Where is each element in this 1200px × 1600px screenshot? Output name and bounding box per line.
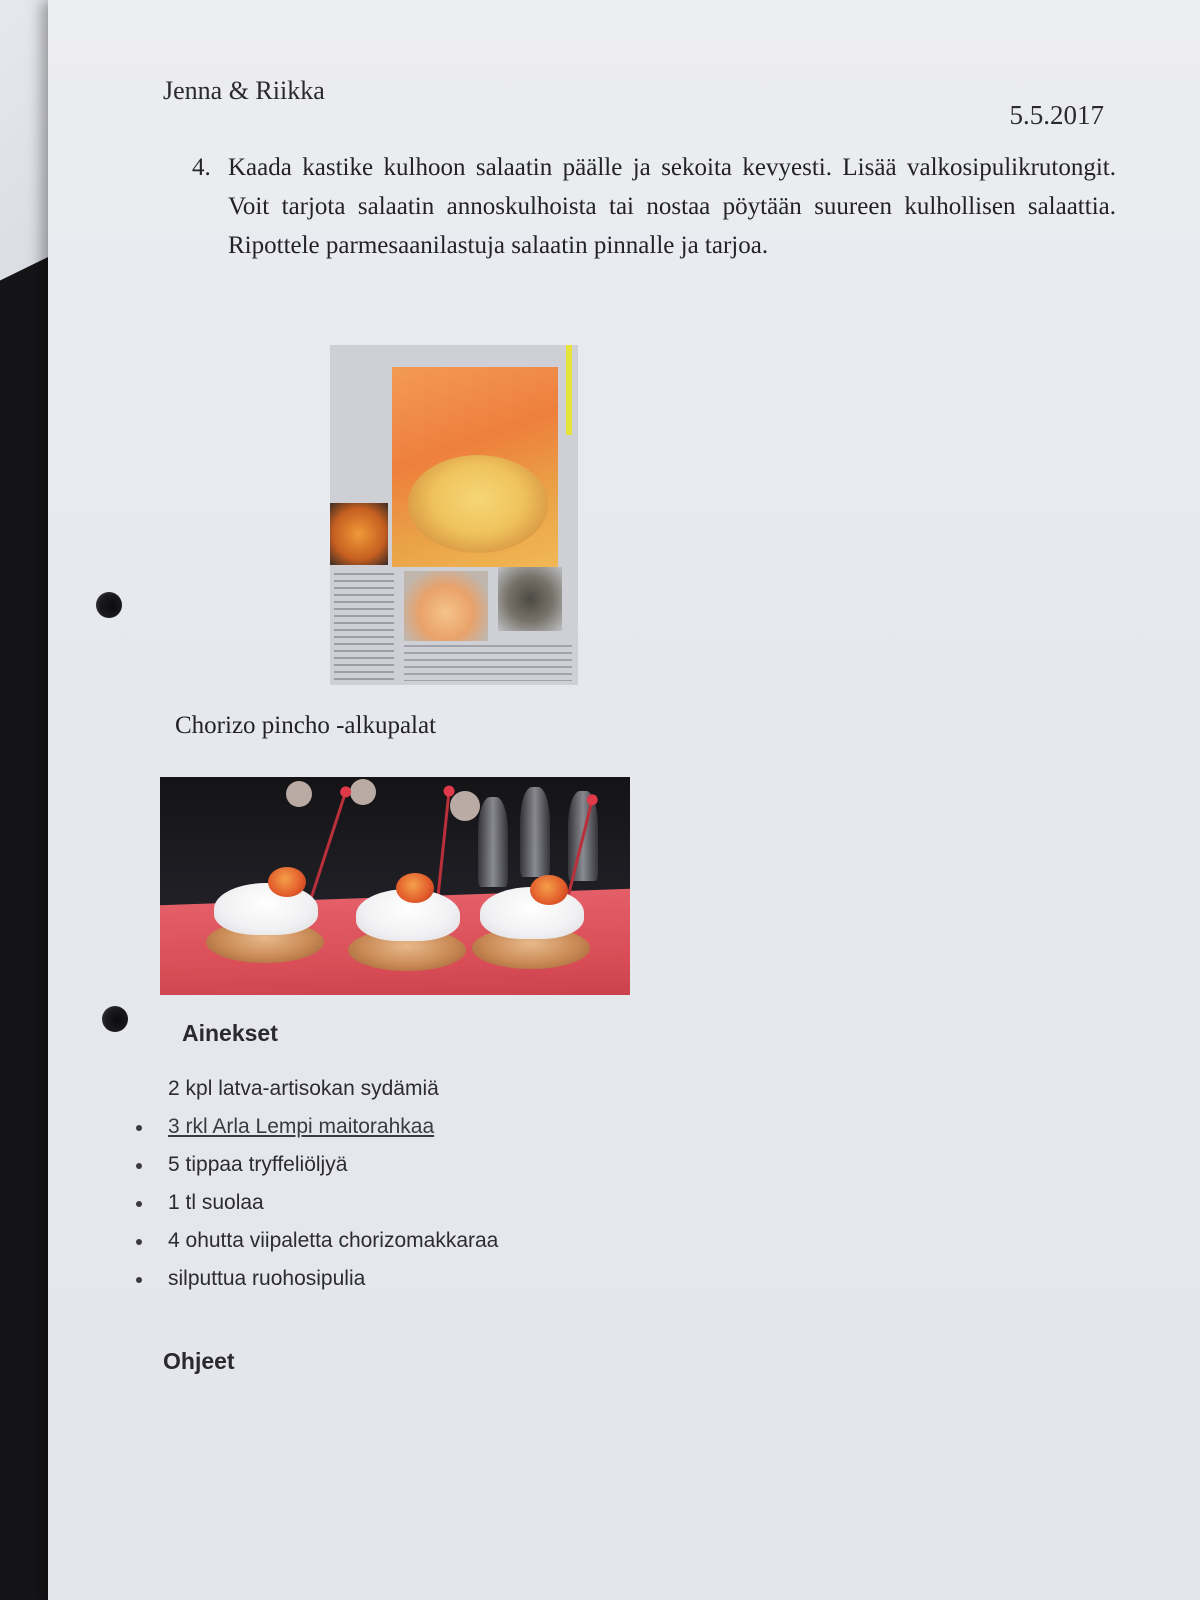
sticky-tab	[566, 345, 572, 435]
bullet-icon	[136, 1125, 142, 1131]
photo-text-column	[334, 573, 394, 681]
photo-bokeh	[450, 791, 480, 821]
ingredient-item	[132, 1222, 652, 1260]
ingredients-heading: Ainekset	[182, 1020, 278, 1046]
step-text: Kaada kastike kulhoon salaatin päälle ja sekoita kevyesti. Lisää valkosipulikrutongit. Voit tarjota salaatin annoskulhoista tai nostaa pöytään suureen kulhollisen salaattia. Ripottele parmesaanilastuja salaatin pinnalle ja tarjoa.	[228, 154, 1116, 259]
pincho-photo	[160, 777, 630, 995]
step-list	[192, 148, 1116, 265]
ingredient-item	[132, 1146, 652, 1184]
bullet-icon	[136, 1201, 142, 1207]
ingredient-text: silputtua ruohosipulia	[168, 1267, 366, 1290]
ingredient-item	[132, 1108, 652, 1146]
ingredient-text: 2 kpl latva-artisokan sydämiä	[168, 1077, 439, 1100]
photo-chorizo	[530, 875, 568, 905]
ingredient-text: 5 tippaa tryffeliöljyä	[168, 1153, 348, 1176]
photo-chorizo	[396, 873, 434, 903]
photo-chorizo	[268, 867, 306, 897]
photo-thumbnail	[404, 571, 488, 641]
photo-cocktail-pick	[310, 792, 347, 898]
recipe-title: Chorizo pincho -alkupalat	[175, 712, 437, 739]
photo-glass	[520, 787, 550, 877]
punch-hole-icon	[102, 1006, 128, 1032]
author-names: Jenna & Riikka	[163, 76, 325, 105]
instructions-heading: Ohjeet	[163, 1348, 235, 1374]
ingredient-link[interactable]: 3 rkl Arla Lempi maitorahkaa	[168, 1115, 435, 1138]
bullet-icon	[136, 1163, 142, 1169]
ingredient-list	[132, 1070, 652, 1298]
photo-cream-topping	[214, 883, 318, 935]
photo-side-bowl	[330, 503, 388, 565]
step-item	[192, 148, 1116, 265]
ingredient-text: 4 ohutta viipaletta chorizomakkaraa	[168, 1229, 499, 1252]
photo-text-block	[404, 645, 572, 681]
cookbook-salad-photo	[330, 345, 578, 685]
punch-hole-icon	[96, 592, 122, 618]
bullet-icon	[136, 1239, 142, 1245]
photo-salad-plate	[408, 455, 548, 553]
photo-bokeh	[286, 781, 312, 807]
photo-bokeh	[350, 779, 376, 805]
photo-cocktail-pick	[436, 791, 450, 901]
ingredient-item	[132, 1260, 652, 1298]
photo-glass	[478, 797, 508, 887]
ingredient-item	[132, 1070, 652, 1108]
step-number: 4.	[192, 154, 211, 181]
ingredient-item	[132, 1184, 652, 1222]
photo-thumbnail	[498, 567, 562, 631]
bullet-icon	[136, 1277, 142, 1283]
ingredient-text: 1 tl suolaa	[168, 1191, 264, 1214]
document-date: 5.5.2017	[1009, 100, 1104, 130]
